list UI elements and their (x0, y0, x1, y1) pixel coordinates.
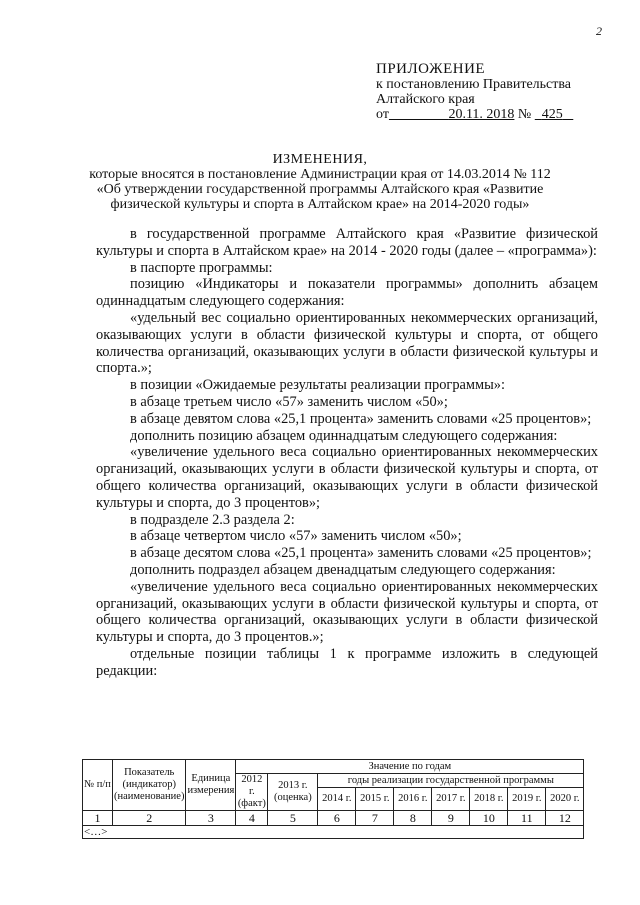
table-continuation: <…> (83, 826, 584, 839)
heading-line-1: которые вносятся в постановление Администрации края от 14.03.2014 № 112 (89, 167, 551, 182)
document-heading (60, 152, 580, 212)
heading-line-3: физической культуры и спорта в Алтайском крае» на 2014-2020 годы» (110, 197, 530, 212)
paragraph-13: дополнить подраздел абзацем двенадцатым следующего содержания: (130, 561, 556, 578)
header-num: № п/п (83, 760, 113, 811)
header-year: 2020 г. (546, 788, 584, 811)
header-2013: 2013 г. (оценка) (268, 774, 318, 811)
header-year: 2015 г. (356, 788, 394, 811)
column-number: 6 (318, 811, 356, 826)
indicators-table (82, 759, 584, 839)
table-continuation-row (83, 826, 584, 839)
heading-line-2: «Об утверждении государственной программы Алтайского края «Развитие (96, 182, 544, 197)
paragraph-6: в абзаце третьем число «57» заменить числом «50»; (130, 393, 448, 410)
heading-title: ИЗМЕНЕНИЯ, (272, 152, 368, 167)
paragraph-5: в позиции «Ожидаемые результаты реализации программы»: (130, 377, 505, 394)
appendix-number (535, 107, 574, 122)
header-2012: 2012 г. (факт) (237, 774, 266, 809)
paragraph-3: позицию «Индикаторы и показатели программы» дополнить абзацем одиннадцатым следующего содержания: (96, 276, 598, 310)
header-year: 2017 г. (432, 788, 470, 811)
page-number: 2 (596, 24, 602, 38)
appendix-date (389, 107, 514, 122)
table-numbering-row (83, 811, 584, 826)
paragraph-4: «удельный вес социально ориентированных некоммерческих организаций, оказывающих услуги в области физической культуры и спорта, от общего количества организаций, оказывающих услуги в области физической культуры и спорта.»; (96, 309, 598, 377)
paragraph-10: в подразделе 2.3 раздела 2: (130, 511, 295, 528)
column-number: 4 (236, 811, 268, 826)
header-indicator: Показатель (индикатор) (наименование) (113, 760, 186, 811)
column-number: 10 (470, 811, 508, 826)
column-number: 8 (394, 811, 432, 826)
table-header-row-1 (83, 760, 584, 774)
column-number: 5 (268, 811, 318, 826)
column-number: 12 (546, 811, 584, 826)
column-number: 7 (356, 811, 394, 826)
paragraph-2: в паспорте программы: (130, 259, 273, 276)
appendix-line-2: Алтайского края (376, 92, 475, 107)
paragraph-1: в государственной программе Алтайского края «Развитие физической культуры и спорта в Алтайском крае» на 2014 - 2020 годы (далее – «программа»): (96, 226, 598, 259)
header-unit: Единица измерения (186, 760, 236, 811)
document-body (96, 226, 598, 680)
header-program-years: годы реализации государственной программы (318, 774, 584, 788)
paragraph-7: в абзаце девятом слова «25,1 процента» заменить словами «25 процентов»; (130, 410, 592, 427)
paragraph-12: в абзаце десятом слова «25,1 процента» заменить словами «25 процентов»; (130, 545, 592, 562)
column-number: 2 (113, 811, 186, 826)
header-year: 2019 г. (508, 788, 546, 811)
appendix-date-line (376, 107, 573, 122)
paragraph-11: в абзаце четвертом число «57» заменить числом «50»; (130, 528, 462, 545)
appendix-block (376, 62, 573, 122)
appendix-date-value: 20.11. 2018 (448, 107, 515, 122)
paragraph-15: отдельные позиции таблицы 1 к программе изложить в следующей редакции: (96, 645, 598, 679)
header-year: 2018 г. (470, 788, 508, 811)
header-year: 2014 г. (318, 788, 356, 811)
column-number: 3 (186, 811, 236, 826)
column-number: 1 (83, 811, 113, 826)
appendix-line-1: к постановлению Правительства (376, 77, 572, 92)
column-number: 11 (508, 811, 546, 826)
appendix-from: от (376, 107, 389, 122)
appendix-number-value: 425 (541, 107, 563, 122)
header-year: 2016 г. (394, 788, 432, 811)
paragraph-14: «увеличение удельного веса социально ориентированных некоммерческих организаций, оказывающих услуги в области физической культуры и спорта, от общего количества организаций, оказывающих услуги в области физической культуры и спорта, до 3 процентов.»; (96, 578, 598, 646)
header-values: Значение по годам (236, 760, 584, 774)
column-number: 9 (432, 811, 470, 826)
appendix-number-sign: № (517, 107, 532, 122)
paragraph-9: «увеличение удельного веса социально ориентированных некоммерческих организаций, оказывающих услуги в области физической культуры и спорта, от общего количества организаций, оказывающих услуги в области физической культуры и спорта, до 3 процентов»; (96, 444, 598, 511)
paragraph-8: дополнить позицию абзацем одиннадцатым следующего содержания: (130, 427, 558, 444)
appendix-title: ПРИЛОЖЕНИЕ (376, 61, 486, 77)
